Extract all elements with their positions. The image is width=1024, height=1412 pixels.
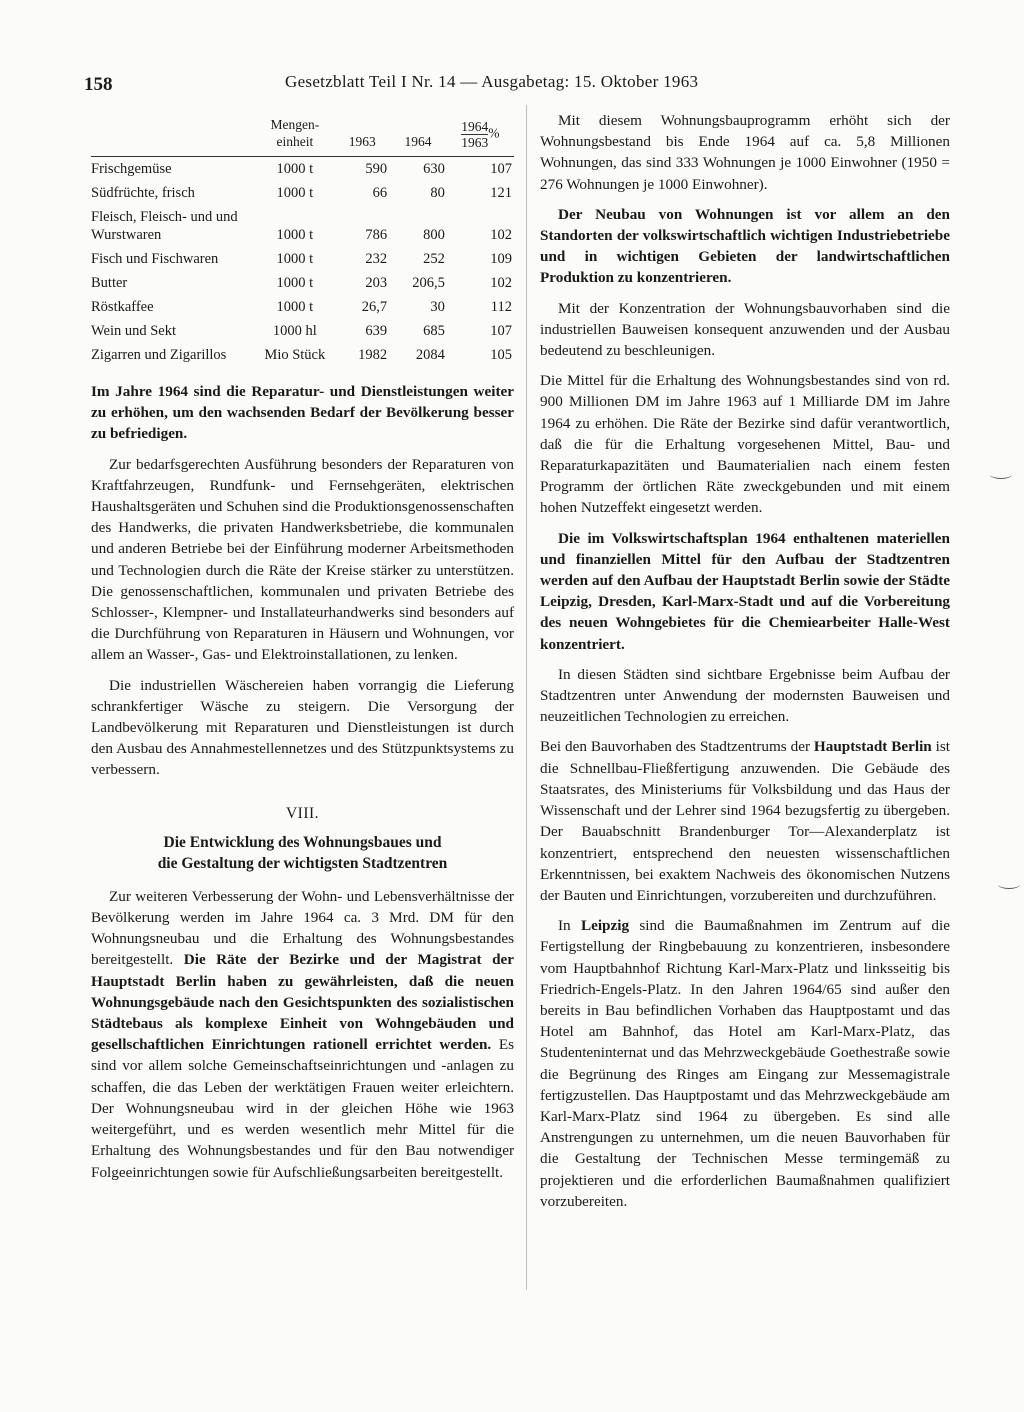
- paragraph-berlin: Bei den Bauvorhaben des Stadtzentrums der Hauptstadt Berlin ist die Schnellbau-Fließfertigung anzuwenden. Die Gebäude des Staatsrates, des Ministeriums für Volksbildung und das Haus der Wissenschaft und der Lehrer sind 1964 bezugsfertig zu übergeben. Der Bauabschnitt Brandenburger Tor—Alexanderplatz ist konzentriert, entsprechend den neuesten wissenschaftlichen Erkenntnissen, bei exaktem Nachweis des ökonomischen Nutzens der Bauten und Einrichtungen, vorzubereiten und durchzuführen.: [540, 738, 950, 904]
- year-1963-header: 1963: [348, 134, 376, 149]
- unit-cell: 1000 t: [276, 227, 314, 243]
- value-1963-cell: 203: [365, 275, 388, 291]
- value-1963-cell: 639: [365, 323, 388, 339]
- paragraph-city-centres: Die im Volkswirtschaftsplan 1964 enthaltenen materiellen und finanziellen Mittel für den Aufbau der Stadtzentren werden auf den Aufbau der Hauptstadt Berlin sowie der Städte Leipzig, Dresden, Karl-Marx-Stadt und auf die Vorbereitung des neuen Wohngebietes für die Chemiearbeiter Halle-West konzentriert.: [540, 529, 950, 653]
- value-1964-cell: 206,5: [412, 275, 445, 291]
- product-cell: Butter: [91, 275, 128, 291]
- table-row: [91, 157, 514, 182]
- year-1964-header: 1964: [404, 134, 432, 149]
- value-1963-cell: 26,7: [361, 299, 388, 315]
- value-1963-cell: 232: [365, 251, 388, 267]
- percent-cell: 105: [490, 347, 512, 363]
- product-cell: Röstkaffee: [91, 299, 154, 315]
- value-1963-cell: 1982: [358, 347, 388, 363]
- value-1964-cell: 685: [423, 323, 445, 339]
- product-cell: Fisch und Fischwaren: [91, 251, 219, 267]
- paragraph-leipzig: In Leipzig sind die Baumaßnahmen im Zentrum auf die Fertigstellung der Ringbebauung zu konzentrieren, insbesondere vom Hauptbahnhof Richtung Karl-Marx-Platz und linksseitig bis Friedrich-Engels-Platz. In den Jahren 1964/65 sind außer den bereits in Bau befindlichen Vorhaben das Hauptpostamt und das Hotel am Bahnhof, das Hotel am Karl-Marx-Platz, das Studenteninternat und das Mehrzweckgebäude Goethestraße sowie die Begrünung des Ringes am Eingang zur Messemagistrale fertigzustellen. Das Hauptpostamt und das Mehrzweckgebäude am Karl-Marx-Platz sind 1964 zu übergeben. Es sind alle Anstrengungen zu unternehmen, um die neuen Bauvorhaben für die Gestaltung der Technischen Messe termingemäß zu projektieren und die erforderlichen Baumaßnahmen qualifiziert vorzubereiten.: [540, 917, 950, 1210]
- paragraph-new-housing: Der Neubau von Wohnungen ist vor allem an den Standorten der volkswirtschaftlich wichtigen Industriebetriebe und in wichtigen Gebieten der landwirtschaftlichen Produktion zu konzentrieren.: [540, 205, 950, 287]
- table-row: [91, 181, 514, 205]
- paragraph-housing-funds: Zur weiteren Verbesserung der Wohn- und Lebensverhältnisse der Bevölkerung werden im Jahre 1964 ca. 3 Mrd. DM für den Wohnungsneubau und die Erhaltung des Wohnungsbestandes bereitgestellt. Die Räte der Bezirke und der Magistrat der Hauptstadt Berlin haben zu gewährleisten, daß die neuen Wohnungsgebäude nach den Gesichtspunkten des sozialistischen Städtebaus als komplexe Einheit von Wohngebäuden und gesellschaftlichen Einrichtungen rationell errichtet werden. Es sind vor allem solche Gemeinschaftseinrichtungen und -anlagen zu schaffen, die das Leben der werktätigen Frauen weiter erleichtern. Der Wohnungsneubau wird in der gleichen Höhe wie 1963 weitergeführt, und es werden wesentlich mehr Mittel für die Erhaltung des Wohnungsbestandes und für den Bau notwendiger Folgeeinrichtungen sowie für Aufschließungsarbeiten bereitgestellt.: [91, 887, 515, 1181]
- percent-cell: 121: [490, 185, 512, 201]
- percent-cell: 109: [490, 251, 512, 267]
- value-1964-cell: 800: [423, 227, 445, 243]
- paragraph-housing-stock: Mit diesem Wohnungsbauprogramm erhöht sich der Wohnungsbestand bis Ende 1964 auf ca. 5,8 Millionen Wohnungen, das sind 333 Wohnungen je 1000 Einwohner (1950 = 276 Wohnungen je 1000 Einwohner).: [540, 112, 950, 193]
- value-1963-cell: 786: [365, 227, 388, 243]
- table-row: [91, 343, 514, 367]
- left-column: [91, 110, 514, 1192]
- percent-cell: 107: [490, 323, 512, 339]
- paragraph-results: In diesen Städten sind sichtbare Ergebnisse beim Aufbau der Stadtzentren unter Anwendung der modernsten Bauweisen und neuzeitlichen Technologien zu erreichen.: [540, 665, 950, 726]
- paragraph-construction-methods: Mit der Konzentration der Wohnungsbauvorhaben sind die industriellen Bauweisen konsequent anzuwenden und der Ausbau bedeutend zu beschleunigen.: [540, 299, 950, 360]
- value-1964-cell: 30: [430, 299, 445, 315]
- unit-cell: 1000 t: [276, 185, 314, 201]
- unit-cell: Mio Stück: [264, 347, 326, 363]
- section-title: Die Entwicklung des Wohnungsbaues und die Gestaltung der wichtigsten Stadtzentren: [157, 833, 448, 872]
- paragraph-maintenance-funds: Die Mittel für die Erhaltung des Wohnungsbestandes sind von rd. 900 Millionen DM im Jahre 1963 auf 1 Milliarde DM im Jahre 1964 zu erhöhen. Die Räte der Bezirke sind dafür verantwortlich, daß die für die Erhaltung vorgesehenen Mittel, Bau- und Reparaturkapazitäten und Baumaterialien nach einem festen Programm der örtlichen Räte zweckgebunden und mit einem hohen Nutzeffekt eingesetzt werden.: [540, 372, 950, 517]
- section-number: VIII.: [285, 804, 320, 822]
- product-cell: Fleisch, Fleisch- und und Wurstwaren: [91, 209, 238, 243]
- table-row: [91, 295, 514, 319]
- ratio-suffix: %: [488, 125, 500, 141]
- margin-mark: [990, 470, 1012, 479]
- value-1964-cell: 2084: [415, 347, 445, 363]
- value-1963-cell: 590: [365, 161, 388, 177]
- paragraph-laundries: Die industriellen Wäschereien haben vorrangig die Lieferung schrankfertiger Wäsche zu steigern. Die Versorgung der Landbevölkerung mit Reparaturen und Dienstleistungen ist durch den Ausbau des Annahmestellennetzes und des Stützpunktsystems zu verbessern.: [91, 676, 514, 779]
- percent-cell: 112: [490, 299, 512, 315]
- value-1963-cell: 66: [372, 185, 388, 201]
- product-cell: Zigarren und Zigarillos: [91, 347, 227, 363]
- paragraph-repairs-detail: Zur bedarfsgerechten Ausführung besonders der Reparaturen von Kraftfahrzeugen, Rundfunk- und Fernsehgeräten, elektrischen Haushaltsgeräten und Schuhen sind die Produktionsgenossenschaften des Handwerks, die privaten Handwerksbetriebe, die kommunalen und anderen Betriebe bei der Einführung moderner Arbeitsmethoden und Technologien durch die Räte der Kreise stärker zu unterstützen. Die genossenschaftlichen, kommunalen und privaten Betriebe des Schlosser-, Klempner- und Installateurhandwerks sind besonders auf die Durchführung von Reparaturen in Häusern und Wohnungen, vor allem an Wasser-, Gas- und Elektroinstallationen, zu lenken.: [91, 455, 514, 664]
- unit-cell: 1000 t: [276, 251, 314, 267]
- unit-cell: 1000 hl: [272, 323, 317, 339]
- value-1964-cell: 252: [423, 251, 445, 267]
- running-head: Gesetzblatt Teil I Nr. 14 — Ausgabetag: 15. Oktober 1963: [285, 72, 699, 91]
- paragraph-repair-services: Im Jahre 1964 sind die Reparatur- und Dienstleistungen weiter zu erhöhen, um den wachsenden Bedarf der Bevölkerung besser zu befriedigen.: [91, 383, 514, 443]
- table-row: [91, 247, 514, 271]
- page-number: 158: [84, 74, 113, 95]
- consumption-table: [91, 110, 514, 367]
- column-divider: [526, 105, 527, 1290]
- product-cell: Südfrüchte, frisch: [91, 185, 195, 201]
- table-row: [91, 319, 514, 343]
- ratio-fraction: [461, 119, 488, 150]
- product-cell: Frischgemüse: [91, 161, 172, 177]
- value-1964-cell: 80: [430, 185, 445, 201]
- table-row: [91, 271, 514, 295]
- percent-cell: 102: [490, 227, 512, 243]
- ratio-top: 1964: [461, 119, 489, 134]
- table-row: [91, 205, 514, 247]
- unit-cell: 1000 t: [276, 161, 314, 177]
- margin-mark: [998, 880, 1020, 889]
- value-1964-cell: 630: [423, 161, 445, 177]
- percent-cell: 102: [490, 275, 512, 291]
- percent-cell: 107: [490, 161, 512, 177]
- ratio-bottom: 1963: [461, 135, 489, 150]
- product-cell: Wein und Sekt: [91, 323, 177, 339]
- unit-cell: 1000 t: [276, 299, 314, 315]
- unit-header: Mengen-einheit: [270, 117, 320, 149]
- right-column: [540, 110, 950, 1221]
- ratio-header: [447, 110, 514, 157]
- unit-cell: 1000 t: [276, 275, 314, 291]
- table-header-row: [91, 110, 514, 157]
